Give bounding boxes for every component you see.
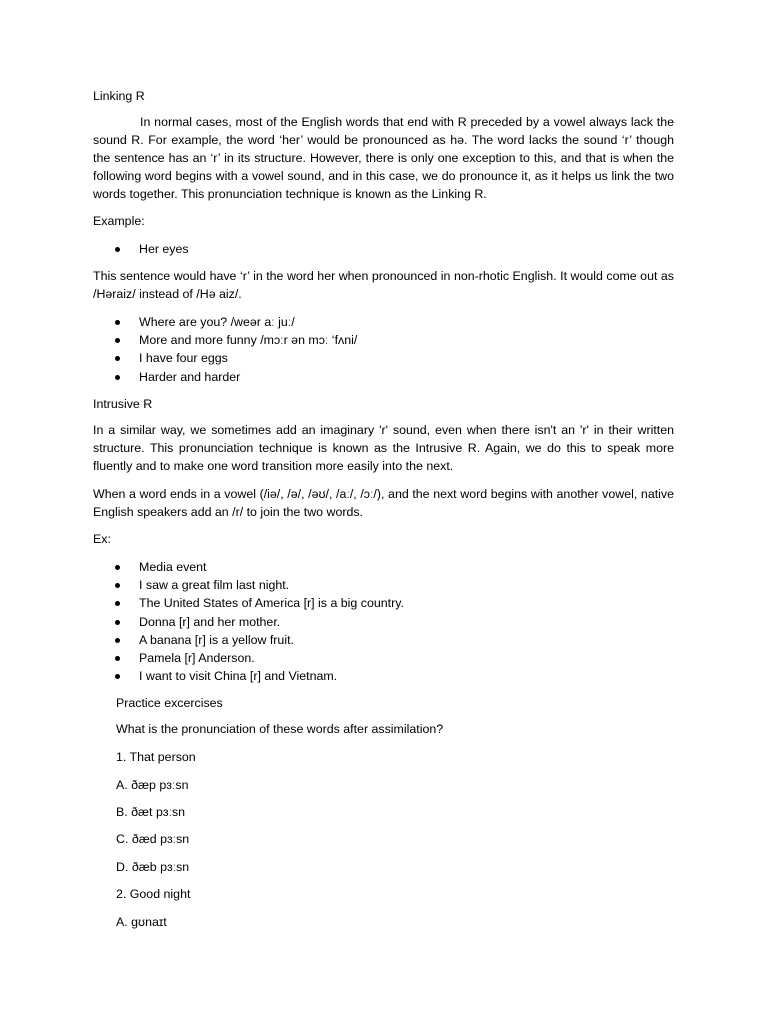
option-text: A. ðæp pɜːsn (116, 778, 189, 792)
list-item (93, 667, 674, 685)
linking-r-section (93, 87, 674, 203)
list-item-text: The United States of America [r] is a big country. (139, 596, 404, 611)
bullet-icon (115, 375, 120, 380)
list-item (93, 240, 674, 258)
practice-title (116, 694, 676, 712)
question-2-text: 2. Good night (116, 887, 191, 901)
bullet-icon (115, 638, 120, 643)
list-item (93, 368, 674, 386)
practice-question (116, 720, 676, 738)
list-item (93, 631, 674, 649)
section-heading-linking-r: Linking R (93, 89, 145, 103)
bullet-icon (115, 656, 120, 661)
list-item-text: Donna [r] and her mother. (139, 614, 281, 629)
list-item-text: I want to visit China [r] and Vietnam. (139, 669, 338, 684)
bullet-icon (115, 356, 120, 361)
list-item (93, 331, 674, 349)
option-text: D. ðæb pɜːsn (116, 860, 190, 874)
list-item (93, 349, 674, 367)
bullet-icon (115, 320, 120, 325)
option-text: A. gʊnaɪt (116, 915, 167, 929)
question-1 (116, 748, 676, 766)
bullet-icon (115, 247, 120, 252)
paragraph-text: In a similar way, we sometimes add an imaginary 'r' sound, even when there isn't an 'r' in their written structure. This pronunciation technique is known as the Intrusive R. Again, we do this to speak more fluently and to make one word transition more easily into the next. (93, 423, 674, 473)
question-2 (116, 885, 676, 903)
paragraph-text: When a word ends in a vowel (/iə/, /ə/, /əʊ/, /aː/, /ɔː/), and the next word begins with another vowel, native English speakers add an /r/ to join the two words. (93, 487, 674, 519)
linking-r-paragraph: In normal cases, most of the English words that end with R preceded by a vowel always lack the sound R. For example, the word ‘her’ would be pronounced as hə. The word lacks the sound ‘r’ though the sentence has an ‘r’ in its structure. However, there is only one exception to this, and that is when the following word begins with a vowel sound, and in this case, we do pronounce it, as it helps us link the two words together. This pronunciation technique is known as the Linking R. (93, 115, 674, 201)
list-item (93, 613, 674, 631)
bullet-icon (115, 338, 120, 343)
list-item-text: Harder and harder (139, 369, 241, 384)
example-label-text: Example: (93, 214, 145, 228)
q1-option-b (116, 803, 676, 821)
list-item (93, 576, 674, 594)
list-item-text: I have four eggs (139, 351, 228, 366)
q1-option-a (116, 776, 676, 794)
list-item-text: Where are you? /weər aː juː/ (139, 315, 295, 329)
intrusive-r-paragraph-2 (93, 485, 674, 521)
bullet-icon (115, 583, 120, 588)
example-label (93, 212, 674, 230)
list-item-text: I saw a great film last night. (139, 578, 290, 593)
intrusive-r-section (93, 395, 674, 413)
list-item (93, 558, 674, 576)
ex-label-text: Ex: (93, 532, 111, 546)
bullet-icon (115, 620, 120, 625)
option-text: B. ðæt pɜːsn (116, 805, 186, 819)
list-item-text: More and more funny /mɔːr ən mɔː ‘fʌni/ (139, 333, 358, 348)
linking-r-list (93, 313, 674, 386)
practice-question-text: What is the pronunciation of these words after assimilation? (116, 722, 444, 736)
ex-label (93, 530, 674, 548)
explanation-text: This sentence would have ‘r’ in the word her when pronounced in non-rhotic English. It would come out as /Həraiz/ instead of /Hə aiz/. (93, 269, 674, 301)
list-item-text: Pamela [r] Anderson. (139, 650, 255, 665)
bullet-icon (115, 674, 120, 679)
intrusive-r-list (93, 558, 674, 685)
option-text: C. ðæd pɜːsn (116, 832, 190, 846)
list-item (93, 594, 674, 612)
list-item (93, 649, 674, 667)
practice-title-text: Practice excercises (116, 696, 223, 710)
bullet-icon (115, 601, 120, 606)
list-item-text: Media event (139, 560, 207, 574)
q1-option-d (116, 858, 676, 876)
linking-r-explanation (93, 267, 674, 303)
question-1-text: 1. That person (116, 750, 196, 764)
list-item-text: Her eyes (139, 242, 189, 256)
list-item (93, 313, 674, 331)
list-item-text: A banana [r] is a yellow fruit. (139, 632, 294, 647)
q1-option-c (116, 830, 676, 848)
q2-option-a (116, 913, 676, 931)
intrusive-r-paragraph-1 (93, 421, 674, 475)
section-heading-intrusive-r: Intrusive R (93, 397, 153, 411)
example-list (93, 240, 674, 258)
bullet-icon (115, 565, 120, 570)
